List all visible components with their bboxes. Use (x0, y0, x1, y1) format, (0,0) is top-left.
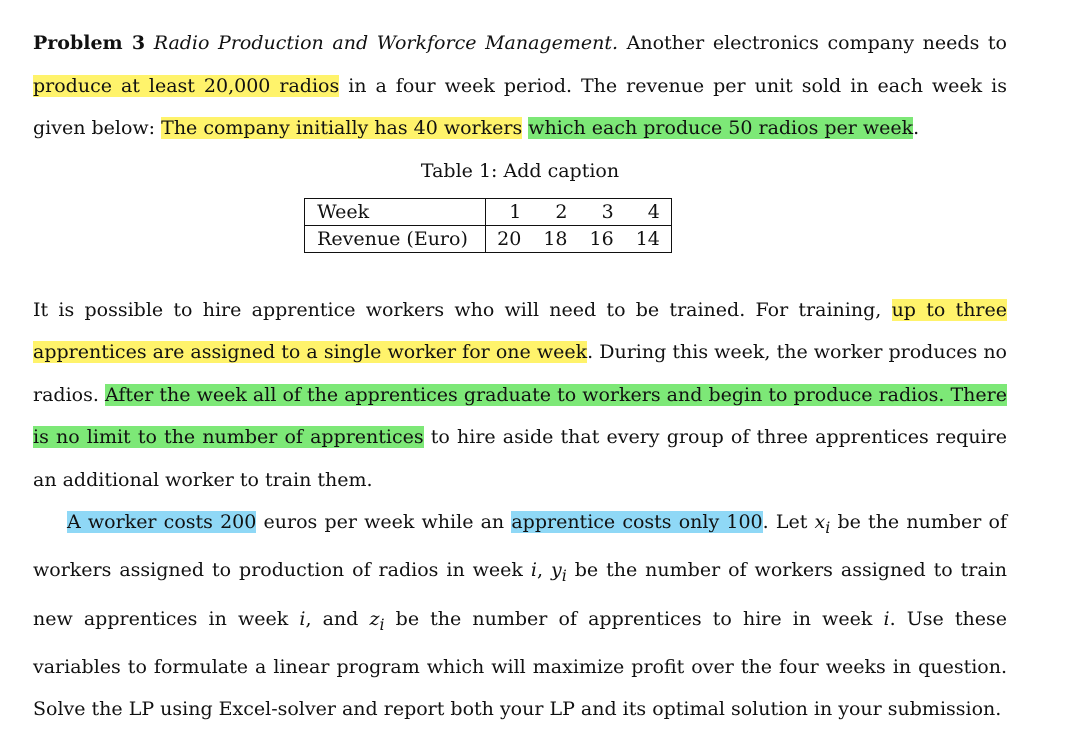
apprentice-paragraph (33, 289, 1007, 502)
para3-text-g: be the number of apprentices to hire in week (395, 607, 873, 630)
var-y: $y_i$ (550, 559, 567, 586)
var-i: i (299, 607, 306, 630)
week-label-cell: Week (305, 198, 486, 225)
problem-text-a: Another electronics company needs to (626, 32, 1008, 54)
problem-label: Problem 3 (33, 32, 146, 54)
highlight-graduation: After the week all of the apprentices graduate to workers and begin to produce radios. There is no limit to the number of apprentices (33, 383, 1007, 448)
highlight-min-radios: produce at least 20,000 radios (33, 74, 340, 97)
revenue-cell: 16 (579, 225, 625, 252)
problem-text-b: in a four week period. The revenue per unit sold in each week is given below: (33, 74, 1007, 139)
problem-paragraph (33, 22, 1007, 150)
table-row (305, 198, 672, 225)
revenue-label-cell: Revenue (Euro) (305, 225, 486, 252)
var-i: i (883, 607, 890, 630)
cost-paragraph: A worker costs 200 euros per week while an apprentice costs only 100. Let $x_i$ be the number of workers assigned to production of radios in week i, $y_i$ be the number of workers assigned to train new apprentices in week i, and $z_i$ be the number of apprentices to hire in week i. Use these variables to formulate a linear program which will maximize profit over the four weeks in question. Solve the LP using Excel-solver and report both your LP and its optimal solution in your submission. (33, 511, 1007, 721)
para2-text-a: It is possible to hire apprentice workers who will need to be trained. For training, (33, 298, 882, 321)
table-caption: Table 1: Add caption (420, 159, 620, 182)
week-cell: 1 (486, 198, 533, 225)
para3-text-a: euros per week while an (263, 511, 505, 533)
revenue-table-wrapper (33, 198, 1007, 253)
highlight-apprentice-cost: apprentice costs only 100 (511, 511, 763, 533)
problem-text-c: . (913, 117, 920, 139)
document-page (33, 22, 1007, 731)
revenue-cell: 18 (532, 225, 578, 252)
var-x: $x_i$ (814, 511, 831, 537)
para3-text-c: be the number of workers assigned to production of radios in week (33, 511, 1007, 582)
week-cell: 4 (625, 198, 672, 225)
week-cell: 2 (532, 198, 578, 225)
highlight-worker-cost: A worker costs 200 (67, 511, 257, 533)
week-cell: 3 (579, 198, 625, 225)
highlight-initial-workers: The company initially has 40 workers (161, 117, 523, 139)
para3-text-b: . Let (762, 511, 808, 533)
revenue-table (304, 198, 672, 253)
var-z: $z_i$ (369, 607, 385, 634)
para2-text-c: to hire aside that every group of three apprentices require an additional worker to train them. (33, 426, 1007, 491)
problem-title: Radio Production and Workforce Management. (153, 32, 618, 54)
revenue-cell: 14 (625, 225, 672, 252)
revenue-cell: 20 (486, 225, 533, 252)
highlight-production-rate: which each produce 50 radios per week (528, 117, 914, 139)
table-row (305, 225, 672, 252)
para2-text-b: . During this week, the worker produces no radios. (33, 341, 1007, 406)
highlight-training-ratio: up to three apprentices are assigned to a single worker for one week (33, 298, 1007, 363)
var-i: i (530, 559, 537, 582)
para3-text-h: . Use these variables to formulate a linear program which will maximize profit over the four weeks in question. Solve the LP using Excel-solver and report both your LP and its optimal solution in your submission. (33, 607, 1007, 721)
para3-text-e: be the number of workers assigned to train new apprentices in week (33, 559, 1007, 630)
